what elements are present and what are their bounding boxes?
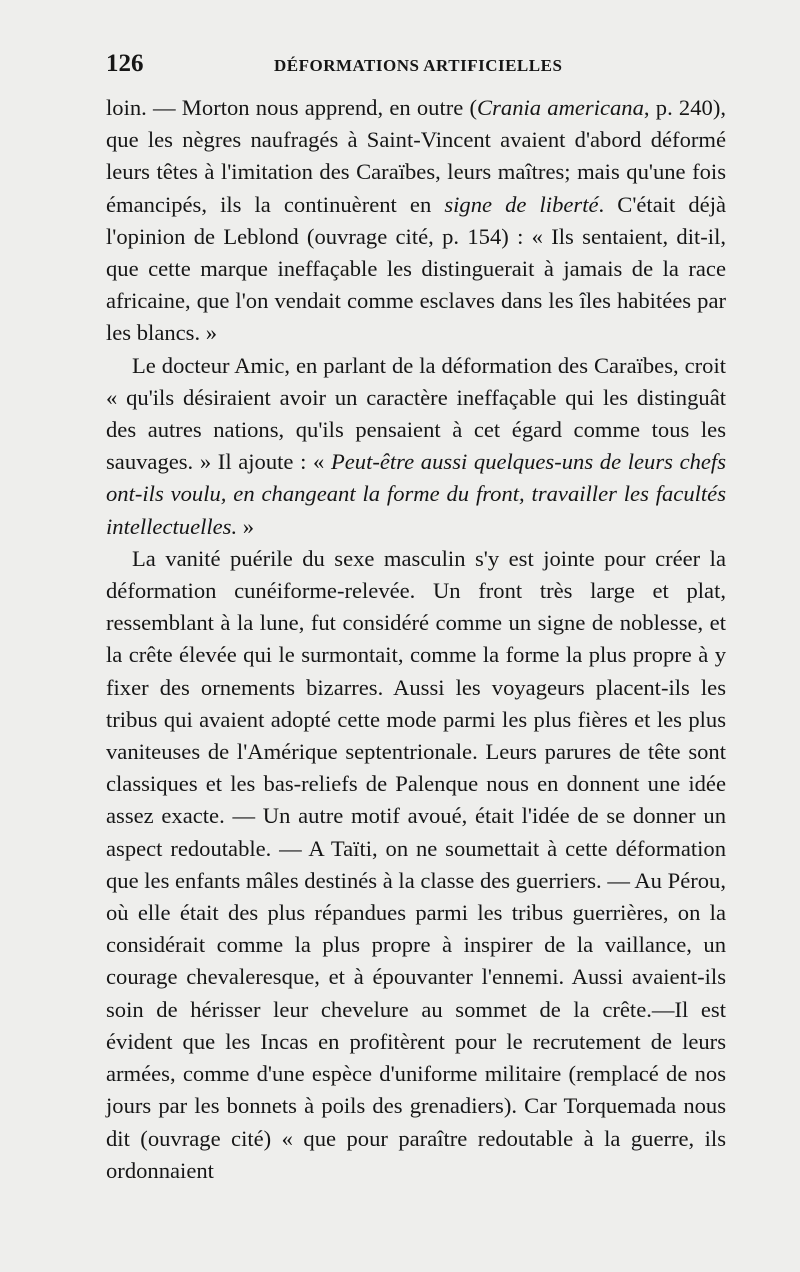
paragraph-1-text-c: , p. 240), que les nègres naufragés à Saint-Vincent avaient d'abord déformé leurs têtes à l'imitation des Caraïbes, leurs maîtres; mais qu'une fois émancipés, ils la continuèrent en — [106, 95, 726, 217]
paragraph-3: La vanité puérile du sexe masculin s'y est jointe pour créer la déformation cunéiforme-relevée. Un front très large et plat, ressemblant à la lune, fut considéré comme un signe de noblesse, et la crête élevée qui le surmontait, comme la forme la plus propre à y fixer des ornements bizarres. Aussi les voyageurs placent-ils les tribus qui avaient adopté cette mode parmi les plus fières et les plus vaniteuses de l'Amérique septentrionale. Leurs parures de tête sont classiques et les bas-reliefs de Palenque nous en donnent une idée assez exacte. — Un autre motif avoué, était l'idée de se donner un aspect redoutable. — A Taïti, on ne soumettait à cette déformation que les enfants mâles destinés à la classe des guerriers. — Au Pérou, où elle était des plus répandues parmi les tribus guerrières, on la considérait comme la plus propre à inspirer de la vaillance, un courage chevaleresque, et à épouvanter l'ennemi. Aussi avaient-ils soin de hérisser leur chevelure au sommet de la crête.—Il est évident que les Incas en profitèrent pour le recrutement de leurs armées, comme d'une espèce d'uniforme militaire (remplacé de nos jours par les bonnets à poils des grenadiers). Car Torquemada nous dit (ouvrage cité) « que pour paraître redoutable à la guerre, ils ordonnaient — [106, 545, 726, 1183]
paragraph-1-text-a: loin. — Morton nous apprend, en outre ( — [106, 95, 478, 120]
paragraph-1 — [106, 92, 726, 350]
paragraph-2 — [106, 350, 726, 543]
paragraph-1-italic-title: Crania americana — [477, 95, 644, 120]
paragraph-2-italic-quote: Peut-être aussi quelques-uns de leurs chefs ont-ils voulu, en changeant la forme du front, travailler les facultés intellectuelles. — [106, 449, 726, 539]
page-number: 126 — [106, 50, 144, 77]
paragraph-2-text-a: Le docteur Amic, en parlant de la déformation des Caraïbes, croit « qu'ils désiraient avoir un caractère ineffaçable qui les distinguât des autres nations, qu'ils pensaient à cet égard comme tous les sauvages. » Il ajoute : « — [106, 352, 726, 475]
paragraph-2-text-c: » — [237, 513, 255, 539]
running-head — [106, 50, 726, 84]
paragraph-1-italic-phrase: signe de liberté — [444, 191, 599, 217]
paragraph-1-text-e: . C'était déjà l'opinion de Leblond (ouvrage cité, p. 154) : « Ils sentaient, dit-il, que cette marque ineffaçable les distinguerait à jamais de la race africaine, que l'on vendait comme esclaves dans les îles habitées par les blancs. » — [106, 191, 726, 346]
running-title: DÉFORMATIONS ARTIFICIELLES — [274, 56, 563, 75]
body-text — [106, 92, 726, 1187]
